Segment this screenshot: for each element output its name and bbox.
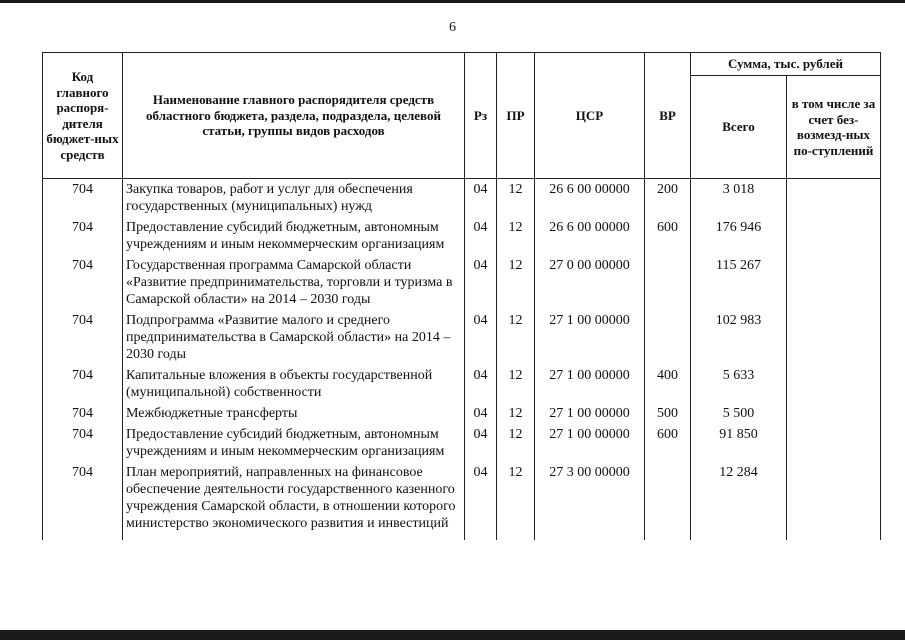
cell-own-funds xyxy=(787,312,881,367)
cell-csr: 26 6 00 00000 xyxy=(535,179,645,220)
cell-name: План мероприятий, направленных на финансовое обеспечение деятельности государственного казенного учреждения Самарской области, в отношении которого министерство экономического развития и инвестиций xyxy=(123,464,465,540)
table-row xyxy=(43,367,881,405)
bottom-border-rule xyxy=(0,630,905,640)
table-row xyxy=(43,312,881,367)
cell-name: Государственная программа Самарской области «Развитие предпринимательства, торговли и туризма в Самарской области» на 2014 – 2030 годы xyxy=(123,257,465,312)
cell-csr: 27 1 00 00000 xyxy=(535,367,645,405)
top-border-rule xyxy=(0,0,905,3)
cell-name: Подпрограмма «Развитие малого и среднего предпринимательства в Самарской области» на 2014 – 2030 годы xyxy=(123,312,465,367)
cell-pr: 12 xyxy=(497,179,535,220)
header-csr: ЦСР xyxy=(535,53,645,179)
cell-vr: 400 xyxy=(645,367,691,405)
cell-code: 704 xyxy=(43,464,123,540)
cell-pr: 12 xyxy=(497,464,535,540)
cell-own-funds xyxy=(787,367,881,405)
cell-pr: 12 xyxy=(497,257,535,312)
cell-code: 704 xyxy=(43,179,123,220)
cell-csr: 27 3 00 00000 xyxy=(535,464,645,540)
table-row xyxy=(43,257,881,312)
cell-csr: 27 1 00 00000 xyxy=(535,426,645,464)
cell-own-funds xyxy=(787,257,881,312)
cell-name: Межбюджетные трансферты xyxy=(123,405,465,426)
table-row xyxy=(43,179,881,220)
header-pr: ПР xyxy=(497,53,535,179)
cell-name: Предоставление субсидий бюджетным, автономным учреждениям и иным некоммерческим организациям xyxy=(123,426,465,464)
cell-total: 5 633 xyxy=(691,367,787,405)
cell-total: 102 983 xyxy=(691,312,787,367)
cell-total: 5 500 xyxy=(691,405,787,426)
cell-rz: 04 xyxy=(465,179,497,220)
budget-table xyxy=(42,52,881,540)
cell-rz: 04 xyxy=(465,219,497,257)
table-row xyxy=(43,405,881,426)
cell-csr: 27 0 00 00000 xyxy=(535,257,645,312)
cell-own-funds xyxy=(787,405,881,426)
cell-pr: 12 xyxy=(497,219,535,257)
header-sum-group: Сумма, тыс. рублей xyxy=(691,53,881,76)
cell-rz: 04 xyxy=(465,367,497,405)
cell-vr: 500 xyxy=(645,405,691,426)
cell-vr: 200 xyxy=(645,179,691,220)
cell-rz: 04 xyxy=(465,312,497,367)
table-body xyxy=(43,179,881,541)
cell-vr: 600 xyxy=(645,219,691,257)
header-total: Всего xyxy=(691,76,787,179)
cell-pr: 12 xyxy=(497,367,535,405)
cell-total: 115 267 xyxy=(691,257,787,312)
table-row xyxy=(43,464,881,540)
cell-vr xyxy=(645,257,691,312)
page-number: 6 xyxy=(449,20,456,35)
cell-own-funds xyxy=(787,219,881,257)
cell-rz: 04 xyxy=(465,426,497,464)
cell-name: Капитальные вложения в объекты государственной (муниципальной) собственности xyxy=(123,367,465,405)
cell-total: 3 018 xyxy=(691,179,787,220)
cell-pr: 12 xyxy=(497,312,535,367)
cell-rz: 04 xyxy=(465,405,497,426)
cell-total: 91 850 xyxy=(691,426,787,464)
table-row xyxy=(43,219,881,257)
cell-code: 704 xyxy=(43,405,123,426)
cell-name: Предоставление субсидий бюджетным, автономным учреждениям и иным некоммерческим организациям xyxy=(123,219,465,257)
cell-csr: 26 6 00 00000 xyxy=(535,219,645,257)
cell-total: 12 284 xyxy=(691,464,787,540)
cell-rz: 04 xyxy=(465,257,497,312)
cell-vr: 600 xyxy=(645,426,691,464)
cell-csr: 27 1 00 00000 xyxy=(535,405,645,426)
cell-pr: 12 xyxy=(497,426,535,464)
header-own-funds: в том числе за счет без-возмезд-ных по-ступлений xyxy=(787,76,881,179)
cell-total: 176 946 xyxy=(691,219,787,257)
cell-vr xyxy=(645,464,691,540)
cell-code: 704 xyxy=(43,426,123,464)
cell-code: 704 xyxy=(43,312,123,367)
cell-code: 704 xyxy=(43,367,123,405)
cell-code: 704 xyxy=(43,257,123,312)
cell-name: Закупка товаров, работ и услуг для обеспечения государственных (муниципальных) нужд xyxy=(123,179,465,220)
cell-code: 704 xyxy=(43,219,123,257)
cell-own-funds xyxy=(787,464,881,540)
cell-vr xyxy=(645,312,691,367)
header-code: Код главного распоря-дителя бюджет-ных средств xyxy=(43,53,123,179)
cell-own-funds xyxy=(787,426,881,464)
cell-own-funds xyxy=(787,179,881,220)
cell-rz: 04 xyxy=(465,464,497,540)
header-vr: ВР xyxy=(645,53,691,179)
table-row xyxy=(43,426,881,464)
header-rz: Рз xyxy=(465,53,497,179)
cell-pr: 12 xyxy=(497,405,535,426)
header-name: Наименование главного распорядителя средств областного бюджета, раздела, подраздела, целевой статьи, группы видов расходов xyxy=(123,53,465,179)
cell-csr: 27 1 00 00000 xyxy=(535,312,645,367)
